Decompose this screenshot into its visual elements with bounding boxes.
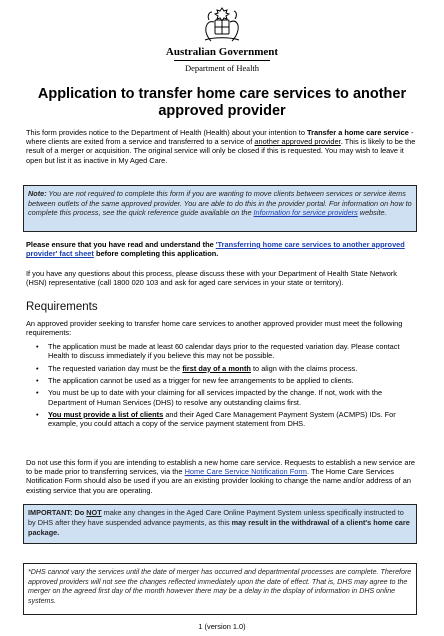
- list-item: • You must provide a list of clients and their Aged Care Management Payment System (ACMPS) IDs. For example, you could attach a copy of the service payment statement from DHS.: [36, 409, 396, 429]
- service-providers-link[interactable]: Information for service providers: [253, 208, 358, 218]
- page-title: Application to transfer home care services to another approved provider: [37, 86, 407, 119]
- requirements-heading: Requirements: [26, 301, 98, 313]
- requirements-list: [26, 342, 418, 432]
- note-box: Note: You are not required to complete this form if you are wanting to move clients between services or service items between outlets of the same approved provider. You are able to do this in the provider portal. For information on how to complete this process, see the quick reference guide available on the Information for service providers website.: [23, 185, 417, 232]
- list-item: • The application cannot be used as a trigger for new fee arrangements to be applied to clients.: [36, 375, 354, 385]
- note-label: Note:: [28, 189, 47, 198]
- department-name: Department of Health: [184, 63, 260, 73]
- page-number: 1 (version 1.0): [198, 622, 246, 631]
- intro-paragraph: This form provides notice to the Department of Health (Health) about your intention to Transfer a home care service - where clients are exited from a service and transferred to a service of another approved provider. This is likely to be the result of a merger or acquisition. The original service will only be closed if this is requested. You may wish to leave it open but list it as inactive in My Aged Care.: [26, 128, 416, 165]
- important-label: IMPORTANT:: [28, 508, 73, 517]
- important-box: IMPORTANT: Do NOT make any changes in the Aged Care Online Payment System unless specifically instructed to by DHS after they have suspended advance payments, as this may result in the withdrawal of a client's home care package.: [23, 504, 417, 544]
- donot-paragraph: Do not use this form if you are intending to establish a new home care service. Requests to establish a new service are to be made prior to transferring services, via the Home Care Service Notification Form. The Home Care Services Notification Form should also be used if you are an existing provider looking to change the name and/or address of an existing service that you are operating.: [26, 458, 416, 495]
- list-item: • The application must be made at least 60 calendar days prior to the requested variation day. Please contact Health to discuss immediately if you believe this may not be possible.: [36, 342, 400, 361]
- notification-form-link[interactable]: Home Care Service Notification Form: [184, 467, 307, 477]
- list-item: • You must be up to date with your claiming for all services impacted by the change. If not, work with the Department of Human Services (DHS) to resolve any outstanding claims first.: [36, 388, 383, 407]
- ensure-paragraph: Please ensure that you have read and understand the 'Transferring home care services to another approved provider' fact sheet before completing this application.: [26, 240, 405, 259]
- requirements-intro: An approved provider seeking to transfer home care services to another approved provider must meet the following requirements:: [26, 319, 403, 338]
- fact-sheet-link[interactable]: 'Transferring home care services to another approved provider' fact sheet: [26, 240, 405, 259]
- header-divider: [174, 60, 270, 61]
- government-header: [0, 46, 444, 73]
- footnote-box: *DHS cannot vary the services until the date of merger has occurred and departmental processes are complete. Therefore approved providers will not see the changes reflected immediately upon the date of effect. That is, DHS may agree to the merger on the agreed first day of the month however there may be a delay in the display of information in DHS online systems.: [23, 563, 417, 615]
- government-name: Australian Government: [165, 46, 279, 58]
- australian-coat-of-arms-icon: [197, 6, 247, 44]
- list-item: • The requested variation day must be the first day of a month to align with the claims process.: [36, 363, 358, 373]
- questions-paragraph: If you have any questions about this process, please discuss these with your Department of Health State Network (HSN) representative (call 1800 020 103 and ask for aged care services in your state or territory).: [26, 269, 397, 288]
